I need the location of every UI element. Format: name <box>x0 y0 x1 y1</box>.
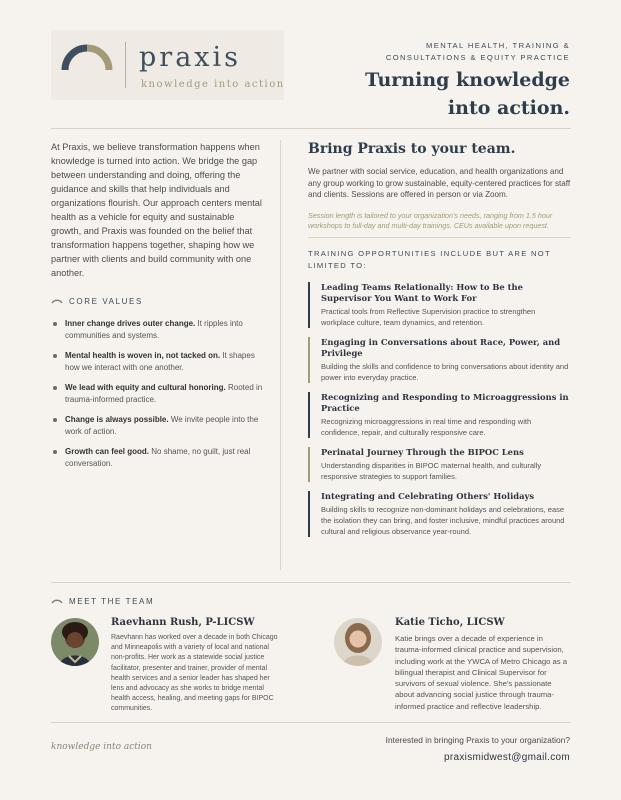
training-title: Recognizing and Responding to Microaggressions in Practice <box>321 391 569 413</box>
logo <box>51 30 284 100</box>
training-item <box>308 392 571 438</box>
header-title-line1: Turning knowledge <box>365 69 570 91</box>
core-values-label: CORE VALUES <box>69 296 143 306</box>
accent-bar <box>308 447 310 482</box>
section-divider <box>51 582 571 583</box>
small-arc-icon <box>51 597 63 605</box>
training-desc: Building the skills and confidence to bring conversations about identity and power into everyday practice. <box>321 361 569 382</box>
logo-arc-icon <box>59 40 115 96</box>
core-value-bold: Inner change drives outer change. <box>65 319 196 328</box>
header-title-line2: into action. <box>447 97 570 119</box>
bullet-icon <box>53 450 57 454</box>
member-bio: Katie brings over a decade of experience in trauma-informed clinical practice and supervision, including work at the YWCA of Metro Chicago as a bilingual therapist and Clinical Supervisor for survivors of sexual violence. She's passionate about advancing social justice through trauma-informed practice and reflective leadership. <box>395 634 568 711</box>
bullet-icon <box>53 322 57 326</box>
member-name: Raevhann Rush, P-LICSW <box>111 617 255 628</box>
core-value-item <box>51 318 266 341</box>
team-member-raevhann <box>51 616 291 726</box>
training-item <box>308 491 571 537</box>
core-value-text: No shame, no guilt, just real conversation. <box>65 447 251 468</box>
footer-divider <box>51 722 571 723</box>
avatar <box>51 618 99 666</box>
team-label: MEET THE TEAM <box>69 596 155 606</box>
training-desc: Recognizing microaggressions in real time and responding with confidence, repair, and culturally responsive care. <box>321 416 532 437</box>
left-column <box>51 140 266 478</box>
core-values-list <box>51 318 266 469</box>
footer-question: Interested in bringing Praxis to your organization? <box>385 735 570 745</box>
member-bio: Raevhann has worked over a decade in both Chicago and Minneapolis with a variety of local and national non-profits. Her work as a statewide social justice facilitator, presenter and trainer, provider of mental health services and a senior leader has shaped her lens and advocacy as she works to bridge mental health access, healing, and meeting gaps for BIPOC communities. <box>111 634 278 713</box>
core-value-bold: Growth can feel good. <box>65 447 150 456</box>
core-value-item <box>51 446 266 469</box>
core-value-bold: Mental health is woven in, not tacked on. <box>65 351 221 360</box>
training-desc: Building skills to recognize non-dominant holidays and celebrations, ease the isolation they can bring, and foster inclusive, mindful practices around cultural and religious observance year-round. <box>321 504 565 536</box>
column-divider <box>280 140 281 570</box>
member-name: Katie Ticho, LICSW <box>395 617 505 628</box>
bullet-icon <box>53 354 57 358</box>
contact-email-link[interactable]: praxismidwest@gmail.com <box>444 752 570 763</box>
core-values-heading <box>51 294 266 308</box>
core-value-item <box>51 382 266 405</box>
training-desc: Practical tools from Reflective Supervision practice to strengthen workplace culture, team dynamics, and retention. <box>321 306 536 327</box>
training-item <box>308 447 571 482</box>
training-title: Perinatal Journey Through the BIPOC Lens <box>321 446 524 457</box>
trainings-list <box>308 282 571 537</box>
bullet-icon <box>53 418 57 422</box>
core-value-bold: Change is always possible. <box>65 415 169 424</box>
core-value-item <box>51 350 266 373</box>
accent-bar <box>308 337 310 383</box>
footer-contact <box>386 734 570 765</box>
bring-title: Bring Praxis to your team. <box>308 141 516 157</box>
header-divider <box>51 128 571 129</box>
member-text <box>111 616 283 715</box>
avatar <box>334 618 382 666</box>
core-value-text: We invite people into the work of action. <box>65 415 259 436</box>
bullet-icon <box>53 386 57 390</box>
note-divider <box>308 237 571 238</box>
team-heading <box>51 594 571 608</box>
team-member-katie <box>334 616 571 726</box>
accent-bar <box>308 392 310 438</box>
logo-tagline: knowledge into action <box>141 79 285 90</box>
header-subtitle-line1: MENTAL HEALTH, TRAINING & <box>426 41 570 50</box>
header-subtitle-line2: CONSULTATIONS & EQUITY PRACTICE <box>385 53 570 62</box>
core-value-bold: We lead with equity and cultural honoring. <box>65 383 226 392</box>
session-note: Session length is tailored to your organization's needs, ranging from 1.5 hour workshops to full-day and multi-day trainings. CEUs available upon request. <box>308 210 553 230</box>
logo-divider <box>125 42 126 88</box>
team-section <box>51 594 571 713</box>
training-item <box>308 282 571 328</box>
member-text <box>395 616 571 712</box>
core-value-text: It ripples into communities and systems. <box>65 319 243 340</box>
training-item <box>308 337 571 383</box>
header <box>0 0 621 125</box>
small-arc-icon <box>51 297 63 305</box>
training-title: Engaging in Conversations about Race, Power, and Privilege <box>321 336 561 358</box>
training-title: Leading Teams Relationally: How to Be the Supervisor You Want to Work For <box>321 281 523 303</box>
portrait-icon <box>334 618 382 666</box>
training-title: Integrating and Celebrating Others' Holidays <box>321 490 535 501</box>
accent-bar <box>308 491 310 537</box>
intro-paragraph: At Praxis, we believe transformation happens when knowledge is turned into action. We bridge the gap between understanding and doing, offering the guidance and skills that help individuals and organizations flourish. Our approach centers mental health as a vehicle for equity and sustainable growth, and Praxis was founded on the belief that transformation happens together, shaping how we partner with clients and build community with one another. <box>51 142 262 278</box>
core-value-item <box>51 414 266 437</box>
bring-body: We partner with social service, education, and health organizations and any group working to grow sustainable, equity-centered practices for staff and clients. Sessions are offered in person or via Zoom. <box>308 167 571 199</box>
core-value-text: Rooted in trauma-informed practice. <box>65 383 263 404</box>
trainings-label: TRAINING OPPORTUNITIES INCLUDE BUT ARE NOT LIMITED TO: <box>308 248 551 270</box>
footer-tagline: knowledge into action <box>51 742 152 752</box>
core-value-text: It shapes how we interact with one another. <box>65 351 255 372</box>
right-column <box>308 140 571 546</box>
accent-bar <box>308 282 310 328</box>
training-desc: Understanding disparities in BIPOC maternal health, and culturally responsive strategies to support families. <box>321 460 542 481</box>
logo-name: praxis <box>139 42 242 73</box>
portrait-icon <box>51 618 99 666</box>
header-right <box>365 40 570 120</box>
